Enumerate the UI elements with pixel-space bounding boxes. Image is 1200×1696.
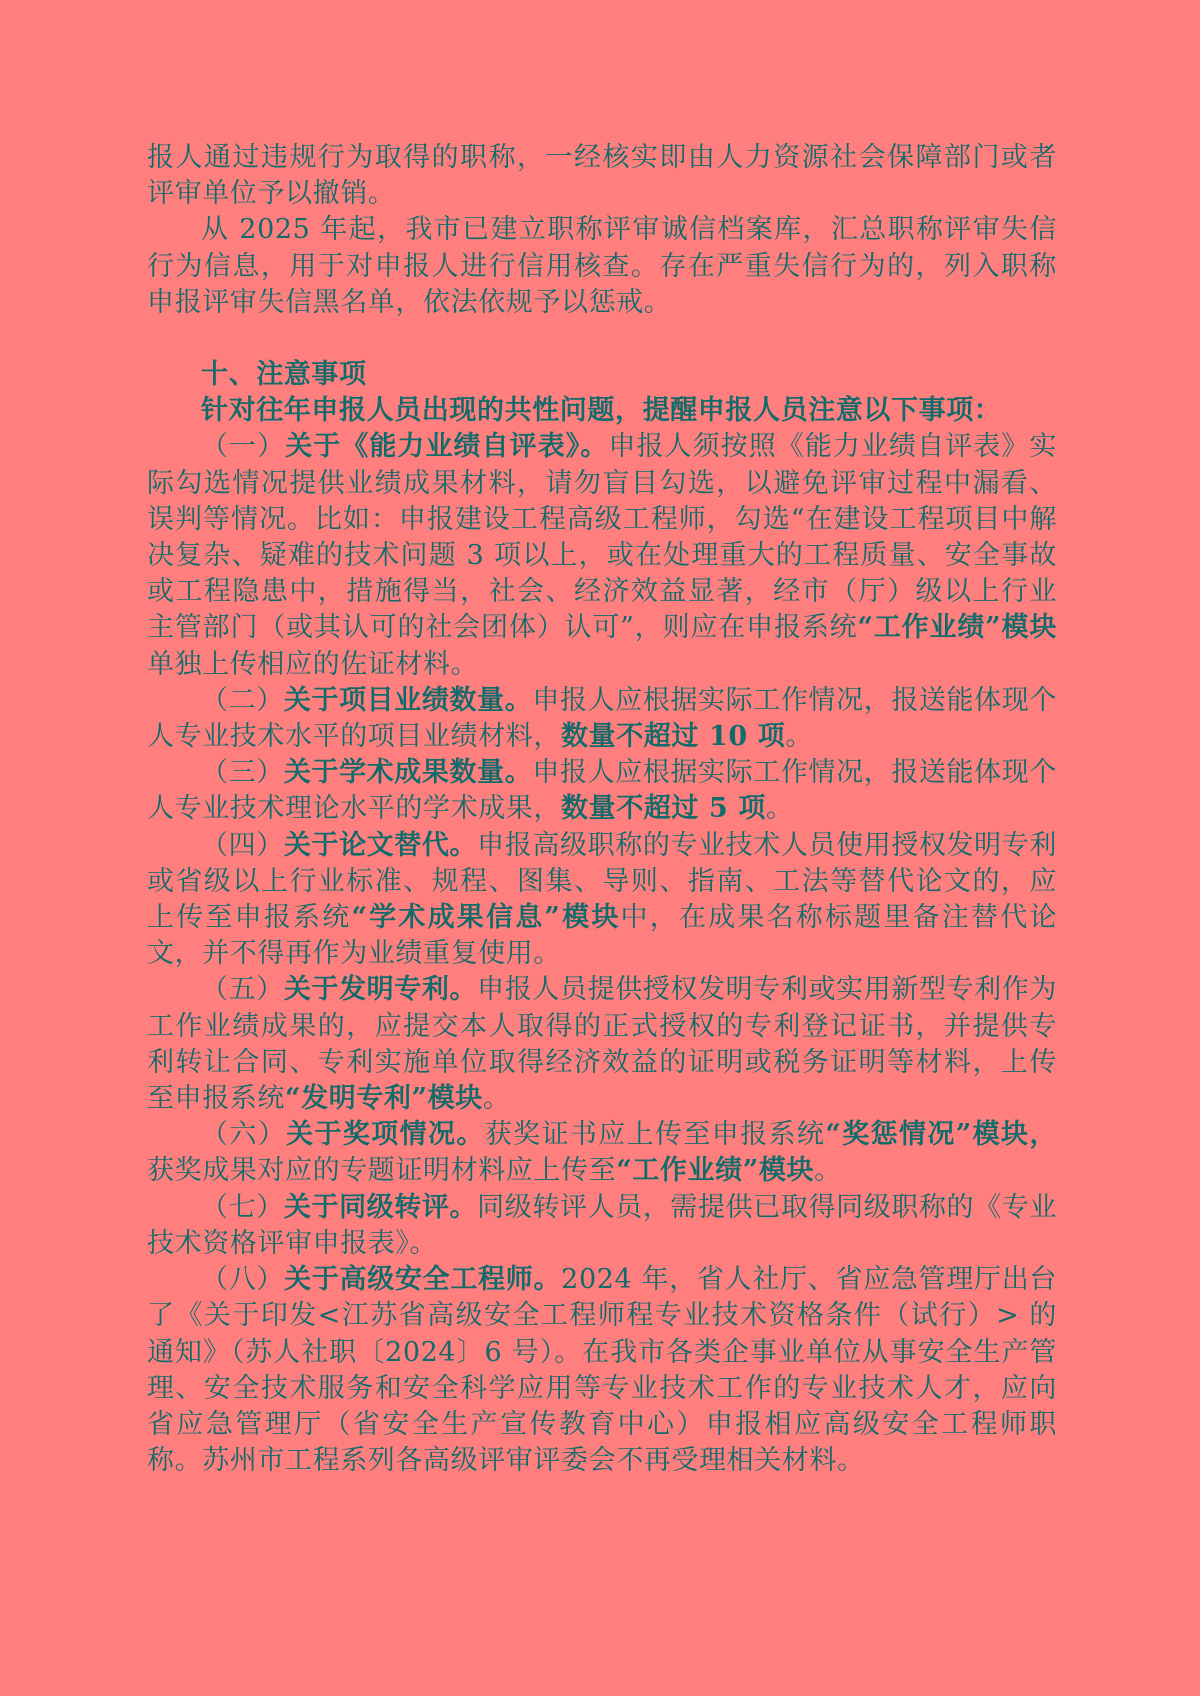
item-6-emphasis: “奖惩情况”模块， <box>825 1119 1057 1151</box>
item-8 <box>147 1262 1057 1479</box>
item-6-title: 关于奖项情况。 <box>286 1119 485 1151</box>
item-4-body-end: 中，在成果名称标题里备注替代论文，并不得再作为业绩重复使用。 <box>147 902 1058 970</box>
item-6-body: 获奖证书应上传至申报系统 <box>484 1119 826 1151</box>
item-1-body-end: 单独上传相应的佐证材料。 <box>147 648 479 680</box>
item-7-title: 关于同级转评。 <box>283 1191 478 1223</box>
item-2-number: （二） <box>201 684 284 716</box>
item-1-body: 申报人须按照《能力业绩自评表》实际勾选情况提供业绩成果材料，请勿盲目勾选，以避免评审过程中漏看、误判等情况。比如：申报建设工程高级工程师，勾选“在建设工程项目中解决复杂、疑难的技术问题 3 项以上，或在处理重大的工程质量、安全事故或工程隐患中，措施得当，社会、经济效益显著，经市（厅）级以上行业主管部门（或其认可的社会团体）认可”，则应在申报系统 <box>147 431 1057 644</box>
item-1-number: （一） <box>201 431 286 463</box>
item-4-emphasis: “学术成果信息”模块 <box>351 902 621 934</box>
item-4 <box>147 828 1057 973</box>
item-3 <box>147 755 1057 827</box>
item-3-emphasis: 数量不超过 5 项 <box>561 793 766 825</box>
item-4-number: （四） <box>201 829 284 861</box>
item-6-body-end: 。 <box>814 1155 842 1187</box>
item-6-emphasis-2: “工作业绩”模块 <box>616 1155 815 1187</box>
item-5-body-end: 。 <box>482 1083 511 1115</box>
item-3-number: （三） <box>201 757 284 789</box>
item-6-body-mid: 获奖成果对应的专题证明材料应上传至 <box>147 1155 617 1187</box>
item-2-emphasis: 数量不超过 10 项 <box>561 721 786 753</box>
item-8-title: 关于高级安全工程师。 <box>284 1264 562 1296</box>
item-2-body-end: 。 <box>785 721 813 753</box>
item-2 <box>147 683 1057 755</box>
item-3-body: 申报人应根据实际工作情况，报送能体现个人专业技术理论水平的学术成果， <box>147 757 1057 825</box>
intro-paragraph-1: 报人通过违规行为取得的职称，一经核实即由人力资源社会保障部门或者评审单位予以撤销。 <box>147 142 1057 210</box>
item-7 <box>147 1190 1057 1262</box>
item-5-number: （五） <box>201 974 284 1006</box>
document-page <box>147 140 1057 1479</box>
item-2-body: 申报人应根据实际工作情况，报送能体现个人专业技术水平的项目业绩材料， <box>147 684 1057 753</box>
item-1-emphasis: “工作业绩”模块 <box>857 612 1057 644</box>
item-6 <box>147 1117 1057 1189</box>
intro-paragraph-2: 从 2025 年起，我市已建立职称评审诚信档案库，汇总职称评审失信行为信息，用于对申报人进行信用核查。存在严重失信行为的，列入职称申报评审失信黑名单，依法依规予以惩戒。 <box>147 214 1057 318</box>
section-title: 十、注意事项 <box>201 359 367 391</box>
item-3-body-end: 。 <box>766 793 794 825</box>
item-5 <box>147 972 1057 1117</box>
item-1 <box>147 429 1057 682</box>
item-7-body: 同级转评人员，需提供已取得同级职称的《专业技术资格评审申报表》。 <box>147 1191 1057 1259</box>
item-5-emphasis: “发明专利”模块 <box>285 1083 483 1115</box>
item-8-body: 2024 年，省人社厅、省应急管理厅出台了《关于印发<江苏省高级安全工程师程专业技术资格条件（试行）> 的通知》（苏人社职〔2024〕6 号）。在我市各类企事业单位从事安全生产管理、安全技术服务和安全科学应用等专业技术工作的专业技术人才，应向省应急管理厅（省安全生产宣传教育中心）申报相应高级安全工程师职称。苏州市工程系列各高级评审评委会不再受理相关材料。 <box>147 1264 1058 1477</box>
item-5-body: 申报人员提供授权发明专利或实用新型专利作为工作业绩成果的，应提交本人取得的正式授权的专利登记证书，并提供专利转让合同、专利实施单位取得经济效益的证明或税务证明等材料，上传至申报系统 <box>147 974 1057 1115</box>
item-1-title: 关于《能力业绩自评表》。 <box>285 431 609 463</box>
item-4-body: 申报高级职称的专业技术人员使用授权发明专利或省级以上行业标准、规程、图集、导则、指南、工法等替代论文的，应上传至申报系统 <box>147 829 1057 934</box>
item-6-number: （六） <box>201 1119 287 1151</box>
item-7-number: （七） <box>201 1191 284 1223</box>
item-8-number: （八） <box>201 1264 285 1296</box>
item-4-title: 关于论文替代。 <box>283 829 478 861</box>
item-3-title: 关于学术成果数量。 <box>283 757 533 789</box>
section-lead: 针对往年申报人员出现的共性问题，提醒申报人员注意以下事项： <box>201 395 1002 427</box>
item-2-title: 关于项目业绩数量。 <box>283 684 533 716</box>
item-5-title: 关于发明专利。 <box>283 974 478 1006</box>
